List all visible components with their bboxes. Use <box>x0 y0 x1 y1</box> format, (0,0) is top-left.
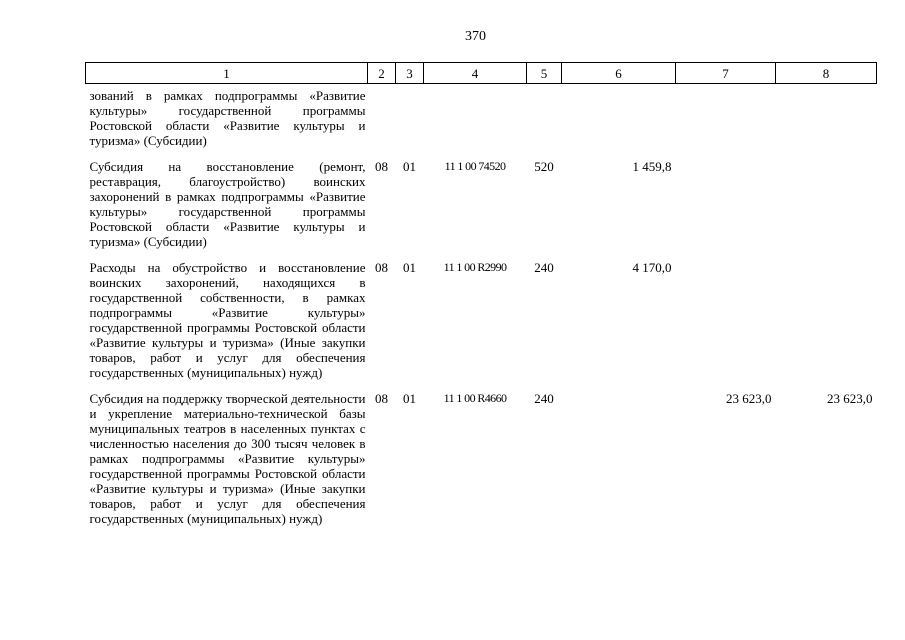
row-description: Расходы на обустройство и восстановление воинских захоронений, находящихся в государственной собственности, в рамках подпрограммы «Развитие культуры» государственной программы Ростовской области «Развитие культуры и туризма» (Иные закупки товаров, работ и услуг для обеспечения государственных (муниципальных) нужд) <box>89 260 366 380</box>
row-csr <box>424 84 527 154</box>
table-header-row <box>86 63 877 84</box>
row-rz: 08 <box>375 391 388 406</box>
row-rz: 08 <box>375 159 388 174</box>
row-value-6 <box>562 84 676 154</box>
row-value-8 <box>776 254 877 385</box>
row-value-7: 23 623,0 <box>726 391 772 406</box>
row-value-6: 1 459,8 <box>632 159 672 174</box>
header-cell-8: 8 <box>776 63 877 84</box>
table-row <box>86 153 877 254</box>
row-value-7 <box>676 254 776 385</box>
table-row <box>86 385 877 531</box>
budget-table <box>85 62 877 531</box>
row-rz <box>368 84 396 154</box>
row-value-7 <box>676 84 776 154</box>
row-value-7 <box>676 153 776 254</box>
row-description: Субсидия на восстановление (ремонт, реставрация, благоустройство) воинских захоронений в рамках подпрограммы «Развитие культуры» государственной программы Ростовской области «Развитие культуры и туризма» (Субсидии) <box>89 159 366 249</box>
row-vr: 240 <box>534 260 554 275</box>
row-pr: 01 <box>403 260 416 275</box>
table-row <box>86 84 877 154</box>
row-description: зований в рамках подпрограммы «Развитие культуры» государственной программы Ростовской области «Развитие культуры и туризма» (Субсидии) <box>89 88 366 148</box>
row-vr: 520 <box>534 159 554 174</box>
row-csr: 11 1 00 R2990 <box>443 260 507 274</box>
header-cell-3: 3 <box>396 63 424 84</box>
row-value-8 <box>776 153 877 254</box>
header-cell-1: 1 <box>86 63 368 84</box>
row-value-8 <box>776 84 877 154</box>
row-value-6: 4 170,0 <box>632 260 672 275</box>
page-number: 370 <box>465 29 486 44</box>
header-cell-4: 4 <box>424 63 527 84</box>
header-cell-6: 6 <box>562 63 676 84</box>
row-description: Субсидия на поддержку творческой деятельности и укрепление материально-технической базы муниципальных театров в населенных пунктах с численностью населения до 300 тысяч человек в рамках подпрограммы «Развитие культуры» государственной программы Ростовской области «Развитие культуры и туризма» (Иные закупки товаров, работ и услуг для обеспечения государственных (муниципальных) нужд) <box>89 391 366 526</box>
table-row <box>86 254 877 385</box>
row-value-6 <box>562 385 676 531</box>
row-value-8: 23 623,0 <box>827 391 873 406</box>
row-vr: 240 <box>534 391 554 406</box>
header-cell-2: 2 <box>368 63 396 84</box>
row-pr <box>396 84 424 154</box>
row-pr: 01 <box>403 391 416 406</box>
row-vr <box>527 84 562 154</box>
row-pr: 01 <box>403 159 416 174</box>
header-cell-5: 5 <box>527 63 562 84</box>
row-rz: 08 <box>375 260 388 275</box>
row-csr: 11 1 00 74520 <box>444 159 506 173</box>
header-cell-7: 7 <box>676 63 776 84</box>
row-csr: 11 1 00 R4660 <box>443 391 507 405</box>
